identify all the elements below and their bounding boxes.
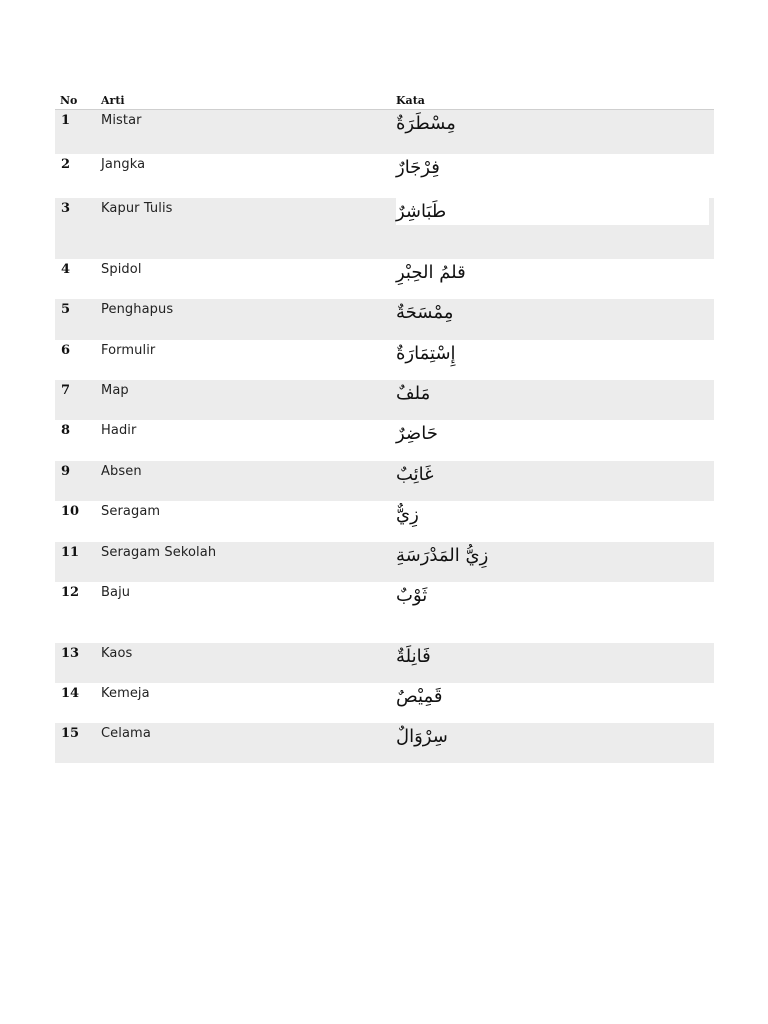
row-number: 12 bbox=[61, 585, 80, 600]
table-row bbox=[55, 643, 714, 683]
row-arti: Kapur Tulis bbox=[101, 201, 173, 216]
row-kata: مِمْسَحَةٌ bbox=[396, 302, 454, 323]
row-arti: Seragam bbox=[101, 504, 161, 519]
row-number: 6 bbox=[61, 343, 71, 358]
header-arti: Arti bbox=[101, 94, 125, 107]
row-kata: قَمِيْصٌ bbox=[396, 686, 443, 707]
row-number: 15 bbox=[61, 726, 80, 741]
row-kata: ثَوْبٌ bbox=[396, 585, 428, 606]
row-number: 8 bbox=[61, 423, 71, 438]
row-arti: Absen bbox=[101, 464, 142, 479]
row-number: 3 bbox=[61, 201, 71, 216]
table-row bbox=[55, 461, 714, 501]
table-row bbox=[55, 299, 714, 340]
table-row bbox=[55, 723, 714, 763]
table-row bbox=[55, 154, 714, 198]
row-arti: Celama bbox=[101, 726, 151, 741]
row-number: 7 bbox=[61, 383, 71, 398]
row-number: 14 bbox=[61, 686, 80, 701]
row-kata: غَائِبٌ bbox=[396, 464, 434, 485]
header-no: No bbox=[60, 94, 78, 107]
table-header bbox=[55, 93, 714, 110]
row-arti: Penghapus bbox=[101, 302, 174, 317]
row-kata: فِرْجَارٌ bbox=[396, 157, 440, 178]
table-row bbox=[55, 198, 714, 259]
row-arti: Kemeja bbox=[101, 686, 150, 701]
row-arti: Formulir bbox=[101, 343, 156, 358]
row-arti: Spidol bbox=[101, 262, 142, 277]
table-row bbox=[55, 542, 714, 582]
table-row bbox=[55, 340, 714, 380]
row-kata: مَلفٌ bbox=[396, 383, 431, 404]
row-kata: سِرْوَالٌ bbox=[396, 726, 448, 747]
row-kata: فَانِلَةٌ bbox=[396, 646, 431, 667]
row-arti: Seragam Sekolah bbox=[101, 545, 217, 560]
table-row bbox=[55, 501, 714, 542]
row-kata: زِيُّ المَدْرَسَةِ bbox=[396, 545, 489, 566]
row-kata: طَبَاشِرٌ bbox=[396, 201, 447, 222]
row-number: 9 bbox=[61, 464, 71, 479]
table-row bbox=[55, 420, 714, 461]
row-kata: مِسْطَرَةٌ bbox=[396, 113, 456, 134]
row-arti: Jangka bbox=[101, 157, 146, 172]
header-kata: Kata bbox=[396, 94, 425, 107]
row-arti: Kaos bbox=[101, 646, 133, 661]
row-number: 5 bbox=[61, 302, 71, 317]
row-arti: Baju bbox=[101, 585, 131, 600]
vocabulary-table bbox=[55, 93, 714, 763]
table-row bbox=[55, 110, 714, 154]
table-row bbox=[55, 683, 714, 723]
row-number: 2 bbox=[61, 157, 71, 172]
table-row bbox=[55, 259, 714, 299]
row-arti: Mistar bbox=[101, 113, 142, 128]
row-kata: زِيٌّ bbox=[396, 504, 419, 525]
row-kata: قلمُ الحِبْرِ bbox=[396, 262, 466, 283]
row-number: 13 bbox=[61, 646, 80, 661]
row-number: 11 bbox=[61, 545, 80, 560]
row-kata: حَاضِرٌ bbox=[396, 423, 438, 444]
row-number: 10 bbox=[61, 504, 80, 519]
row-number: 1 bbox=[61, 113, 71, 128]
row-kata: إِسْتِمَارَةٌ bbox=[396, 343, 456, 364]
table-row bbox=[55, 582, 714, 643]
row-arti: Map bbox=[101, 383, 129, 398]
row-number: 4 bbox=[61, 262, 71, 277]
table-row bbox=[55, 380, 714, 420]
row-arti: Hadir bbox=[101, 423, 137, 438]
